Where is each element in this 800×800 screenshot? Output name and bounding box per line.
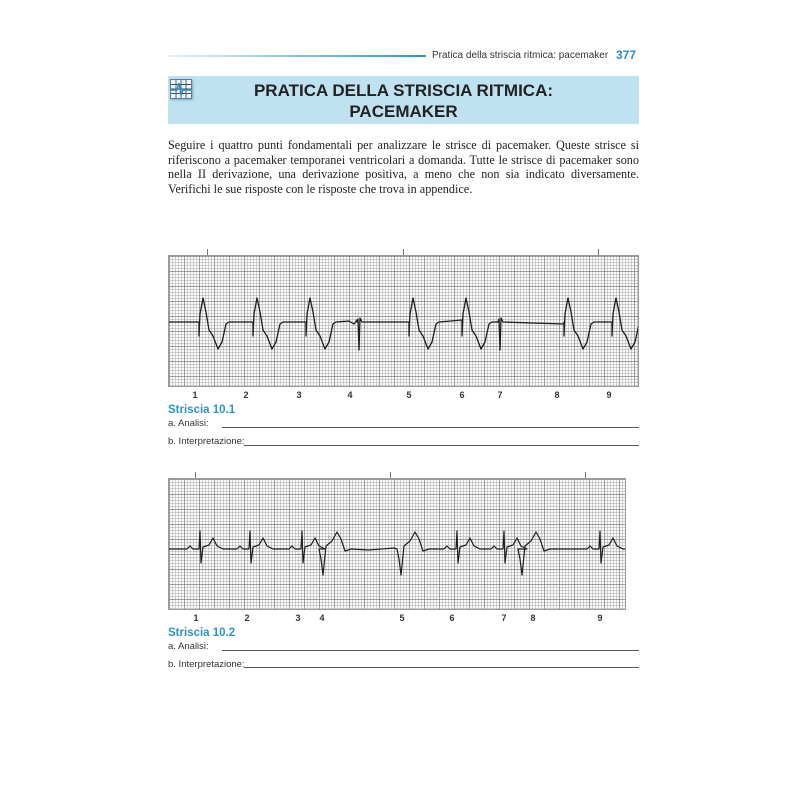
- strip-1-analysis-label: a. Analisi:: [168, 418, 209, 429]
- strip-2-beat-label: 8: [530, 613, 536, 623]
- strip-1-beat-label: 9: [606, 390, 612, 400]
- strip-2-beat-label: 5: [399, 613, 405, 623]
- ecg-strip-1: [168, 255, 639, 387]
- strip-2-beat-label: 3: [295, 613, 301, 623]
- strip-1-beat-label: 5: [406, 390, 412, 400]
- strip-2-analysis-field[interactable]: [222, 650, 639, 651]
- strip-1-beat-label: 8: [554, 390, 560, 400]
- strip-2-beat-label: 7: [501, 613, 507, 623]
- header-rule: [168, 55, 426, 57]
- strip-1-beat-label: 2: [243, 390, 249, 400]
- strip-1-beat-label: 4: [347, 390, 353, 400]
- strip-2-beat-label: 1: [193, 613, 199, 623]
- running-head: Pratica della striscia ritmica: pacemaker: [432, 50, 609, 61]
- page-title-line-1: PRATICA DELLA STRISCIA RITMICA:: [253, 81, 554, 100]
- strip-1-analysis-field[interactable]: [222, 427, 639, 428]
- intro-paragraph: Seguire i quattro punti fondamentali per analizzare le strisce di pacemaker. Queste strisce si riferiscono a pacemaker temporanei ventricolari a domanda. Tutte le strisce di pacemaker sono nella II derivazione, una derivazione positiva, a meno che non sia indicato diversamente. Verifichi le sue risposte con le risposte che trova in appendice.: [168, 138, 639, 196]
- strip-1-beat-label: 1: [192, 390, 198, 400]
- strip-2-interpretation-field[interactable]: [244, 667, 639, 668]
- ecg-trace-2: [169, 531, 625, 575]
- strip-2-title: Striscia 10.2: [168, 627, 236, 639]
- strip-1-beat-label: 3: [296, 390, 302, 400]
- strip-2-beat-label: 9: [597, 613, 603, 623]
- ecg-trace-1: [169, 298, 638, 350]
- page-title-line-2: PACEMAKER: [349, 102, 458, 121]
- ecg-strip-1-trace-canvas: [169, 256, 638, 386]
- strip-1-interpretation-label: b. Interpretazione:: [168, 436, 245, 447]
- page-title: [168, 80, 639, 122]
- strip-2-interpretation-label: b. Interpretazione:: [168, 659, 245, 670]
- ecg-strip-2: [168, 478, 626, 610]
- ecg-strip-2-trace-canvas: [169, 479, 625, 609]
- strip-2-beat-label: 6: [449, 613, 455, 623]
- strip-2-analysis-label: a. Analisi:: [168, 641, 209, 652]
- strip-1-interpretation-field[interactable]: [244, 445, 639, 446]
- page-number: 377: [616, 48, 637, 62]
- strip-1-beat-label: 6: [459, 390, 465, 400]
- strip-2-beat-label: 2: [244, 613, 250, 623]
- strip-1-beat-label: 7: [497, 390, 503, 400]
- strip-1-title: Striscia 10.1: [168, 404, 236, 416]
- strip-2-beat-label: 4: [319, 613, 325, 623]
